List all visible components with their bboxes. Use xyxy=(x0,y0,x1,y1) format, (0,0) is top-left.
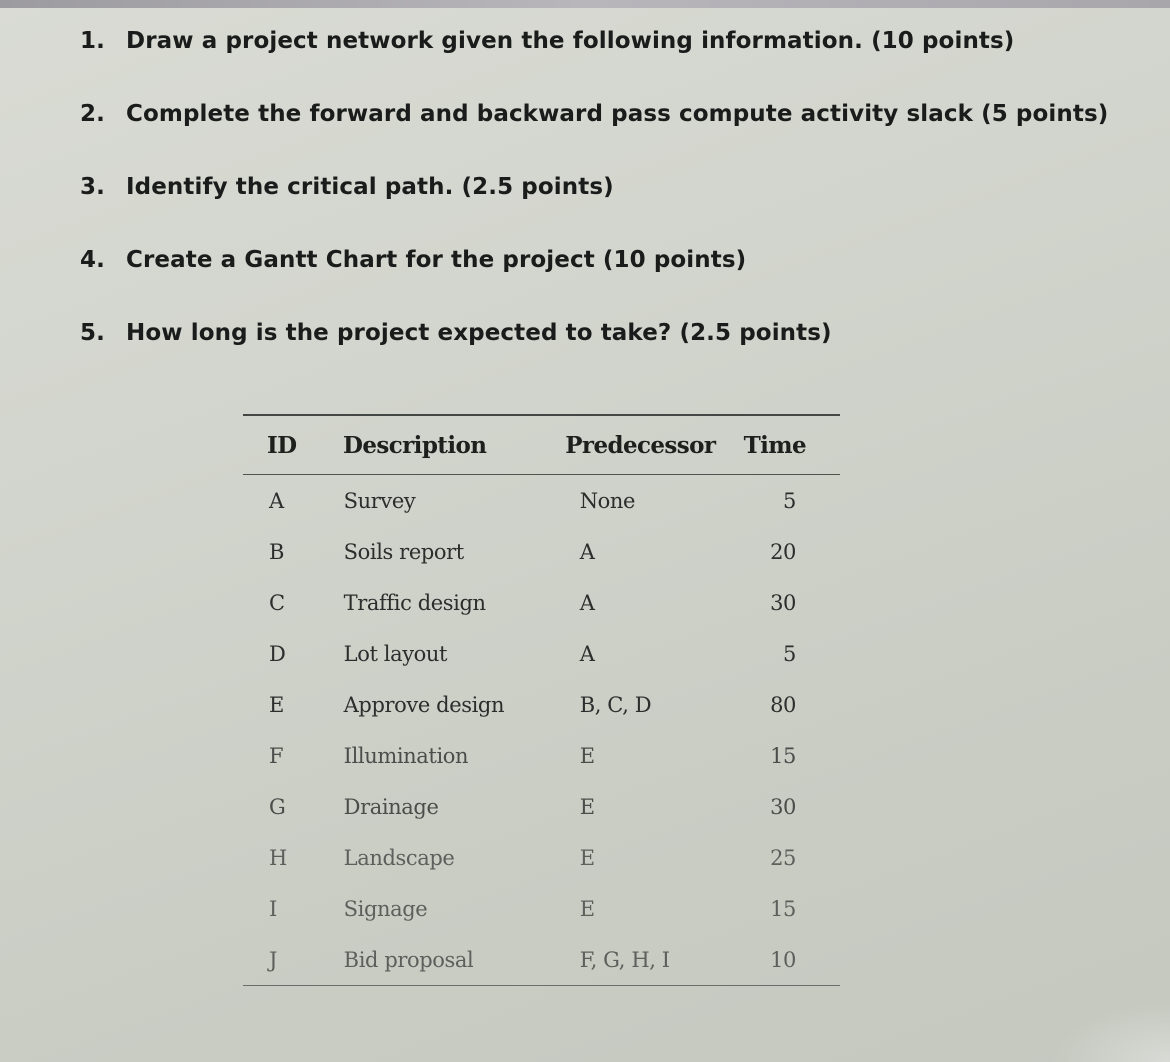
cell-predecessor: A xyxy=(579,590,595,615)
activity-table-body xyxy=(243,475,840,985)
table-row xyxy=(243,628,840,679)
question-number: 5. xyxy=(80,320,105,346)
cell-time: 10 xyxy=(770,947,796,972)
question-list xyxy=(80,28,1140,393)
table-row xyxy=(243,679,840,730)
cell-predecessor: A xyxy=(579,539,595,564)
header-time: Time xyxy=(743,431,806,459)
cell-description: Soils report xyxy=(343,539,464,564)
cell-predecessor: F, G, H, I xyxy=(579,947,670,972)
cell-time: 15 xyxy=(770,743,796,768)
cell-id: D xyxy=(269,641,286,666)
header-description: Description xyxy=(343,431,487,459)
cell-description: Bid proposal xyxy=(343,947,474,972)
cell-description: Signage xyxy=(343,896,428,921)
cell-time: 25 xyxy=(770,845,796,870)
cell-id: H xyxy=(269,845,287,870)
table-row xyxy=(243,577,840,628)
question-number: 1. xyxy=(80,28,105,54)
question-1 xyxy=(80,28,1140,101)
cell-description: Drainage xyxy=(343,794,439,819)
header-row xyxy=(243,416,840,474)
cell-description: Survey xyxy=(343,488,416,513)
cell-predecessor: E xyxy=(579,896,595,921)
cell-description: Illumination xyxy=(343,743,469,768)
table-row xyxy=(243,832,840,883)
activity-table-container xyxy=(243,414,840,986)
table-row xyxy=(243,526,840,577)
cell-id: I xyxy=(269,896,277,921)
cell-id: G xyxy=(269,794,286,819)
cell-time: 30 xyxy=(770,590,796,615)
header-predecessor: Predecessor xyxy=(565,431,716,459)
table-bottom-rule xyxy=(243,985,840,986)
cell-description: Approve design xyxy=(343,692,505,717)
question-text: Identify the critical path. (2.5 points) xyxy=(126,174,614,200)
table-row xyxy=(243,934,840,985)
table-row xyxy=(243,475,840,526)
question-number: 4. xyxy=(80,247,105,273)
activity-table xyxy=(243,416,840,474)
table-row xyxy=(243,781,840,832)
cell-id: J xyxy=(269,947,278,972)
cell-id: E xyxy=(269,692,284,717)
table-header xyxy=(243,416,840,474)
cell-predecessor: E xyxy=(579,794,595,819)
question-number: 3. xyxy=(80,174,105,200)
cell-predecessor: None xyxy=(579,488,636,513)
question-2 xyxy=(80,101,1140,174)
cell-description: Landscape xyxy=(343,845,455,870)
question-3 xyxy=(80,174,1140,247)
cell-time: 5 xyxy=(783,641,796,666)
cell-id: B xyxy=(269,539,285,564)
question-4 xyxy=(80,247,1140,320)
cell-time: 5 xyxy=(783,488,796,513)
screen-glare xyxy=(1050,1002,1170,1062)
question-number: 2. xyxy=(80,101,105,127)
question-text: How long is the project expected to take? (2.5 points) xyxy=(126,320,832,346)
page-top-edge xyxy=(0,0,1170,8)
cell-description: Traffic design xyxy=(343,590,486,615)
table-row xyxy=(243,883,840,934)
cell-id: C xyxy=(269,590,285,615)
question-5 xyxy=(80,320,1140,393)
cell-predecessor: E xyxy=(579,845,595,870)
header-id: ID xyxy=(267,431,297,459)
cell-id: F xyxy=(269,743,284,768)
cell-predecessor: B, C, D xyxy=(579,692,652,717)
cell-id: A xyxy=(269,488,284,513)
cell-description: Lot layout xyxy=(343,641,448,666)
cell-time: 30 xyxy=(770,794,796,819)
question-text: Draw a project network given the following information. (10 points) xyxy=(126,28,1015,54)
cell-predecessor: A xyxy=(579,641,595,666)
question-text: Create a Gantt Chart for the project (10 points) xyxy=(126,247,747,273)
cell-predecessor: E xyxy=(579,743,595,768)
cell-time: 15 xyxy=(770,896,796,921)
cell-time: 80 xyxy=(770,692,796,717)
table-row xyxy=(243,730,840,781)
question-text: Complete the forward and backward pass compute activity slack (5 points) xyxy=(126,101,1109,127)
cell-time: 20 xyxy=(770,539,796,564)
